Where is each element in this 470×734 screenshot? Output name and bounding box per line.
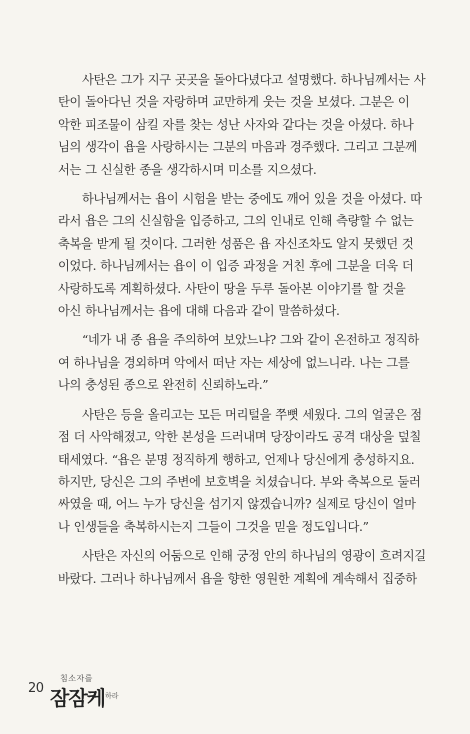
- text-line: 하지만, 당신은 그의 주변에 보호벽을 치셨습니다. 부와 축복으로 둘러: [58, 474, 421, 489]
- text-line: 나의 충성된 종으로 완전히 신뢰하노라.”: [58, 378, 269, 393]
- paragraph: [58, 329, 426, 396]
- body-text: [58, 69, 426, 597]
- text-line: 아신 하나님께서는 욥에 대해 다음과 같이 말씀하셨다.: [58, 304, 340, 319]
- paragraph: [58, 545, 426, 590]
- logo-tail-text: 하라: [105, 692, 119, 700]
- text-line: 이었다. 하나님께서는 욥이 이 입증 과정을 거친 후에 그분을 더욱 더: [58, 259, 414, 274]
- text-line: 사탄은 등을 올리고는 모든 머리털을 쭈뼛 세웠다. 그의 얼굴은 점: [82, 407, 422, 422]
- text-line: 싸였을 때, 어느 누가 당신을 섬기지 않겠습니까? 실제로 당신이 얼마: [58, 497, 416, 512]
- text-line: 탄이 돌아다닌 것을 자랑하며 교만하게 웃는 것을 보셨다. 그분은 이: [58, 95, 410, 110]
- text-line: 사탄은 그가 지구 곳곳을 돌아다녔다고 설명했다. 하나님께서는 사: [82, 73, 426, 87]
- paragraph: [58, 404, 426, 538]
- text-line: 태세였다. “욥은 분명 정직하게 행하고, 언제나 당신에게 충성하지요.: [58, 452, 415, 467]
- text-line: 사랑하도록 계획하셨다. 사탄이 땅을 두루 돌아본 이야기를 할 것을: [58, 281, 406, 296]
- text-line: 서는 그 신실한 종을 생각하시며 미소를 지으셨다.: [58, 162, 317, 177]
- text-line: 점 더 사악해졌고, 악한 본성을 드러내며 당장이라도 공격 대상을 덮칠: [58, 430, 421, 445]
- paragraph: [58, 69, 426, 181]
- text-line: 바랐다. 그러나 하나님께서 욥을 향한 영원한 계획에 계속해서 집중하: [58, 571, 417, 586]
- page-footer: [28, 673, 148, 713]
- logo-small-text: 침소자를: [60, 674, 93, 683]
- text-line: 여 하나님을 경외하며 악에서 떠난 자는 세상에 없느니라. 나는 그를: [58, 355, 410, 370]
- text-line: 하나님께서는 욥이 시험을 받는 중에도 깨어 있을 것을 아셨다. 따: [82, 192, 422, 207]
- text-line: 라서 욥은 그의 신실함을 입증하고, 그의 인내로 인해 측량할 수 없는: [58, 214, 414, 229]
- text-line: 악한 피조물이 삼킬 자를 찾는 성난 사자와 같다는 것을 아셨다. 하나: [58, 117, 414, 132]
- text-line: 나 인생들을 축복하시는지 그들이 그것을 믿을 정도입니다.”: [58, 519, 369, 534]
- paragraph: [58, 188, 426, 322]
- text-line: 축복을 받게 될 것이다. 그러한 성품은 욥 자신조차도 알지 못했던 것: [58, 236, 414, 251]
- text-line: 사탄은 자신의 어둠으로 인해 궁정 안의 하나님의 영광이 흐려지길: [82, 549, 426, 564]
- page-number: 20: [28, 681, 44, 696]
- text-line: “네가 내 종 욥을 주의하여 보았느냐? 그와 같이 온전하고 정직하: [82, 333, 419, 348]
- logo-main-text: 잠잠케: [50, 686, 105, 710]
- book-title-logo: [50, 673, 140, 709]
- text-line: 님의 생각이 욥을 사랑하시는 그분의 마음과 경주했다. 그리고 그분께: [58, 140, 417, 155]
